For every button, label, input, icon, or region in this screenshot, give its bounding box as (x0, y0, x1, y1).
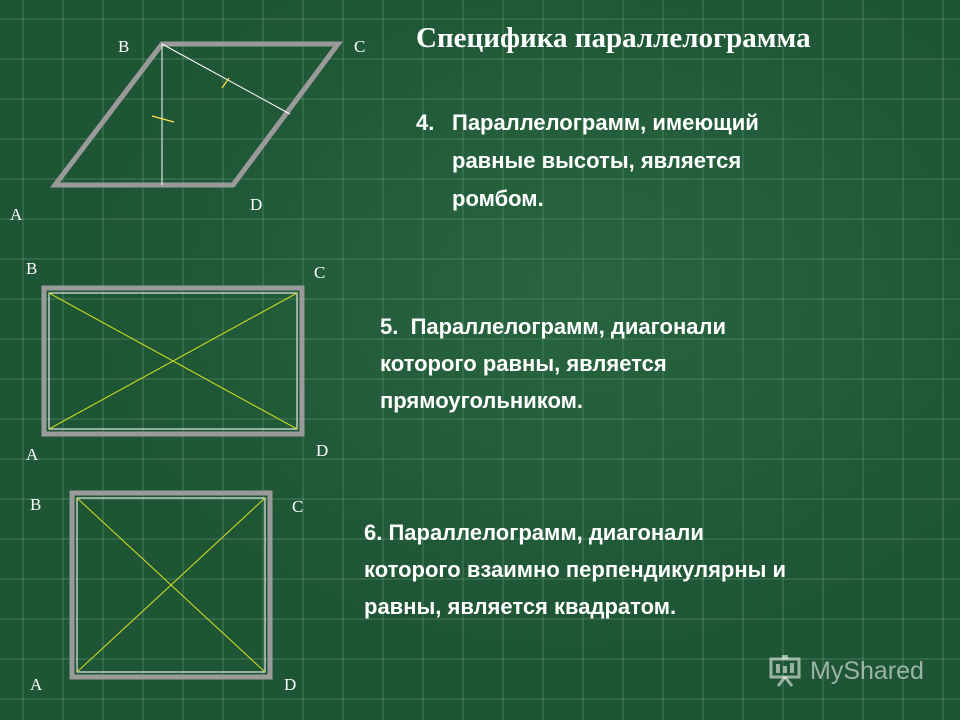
presentation-board-icon (768, 654, 802, 688)
property-5-line-3: прямоугольником. (380, 388, 583, 413)
property-5-line-1: 5. Параллелограмм, диагонали (380, 314, 726, 339)
rhombus-label-a: A (10, 205, 23, 224)
rhombus-height-2 (162, 44, 290, 114)
rhombus-label-d: D (250, 195, 263, 214)
square-label-c: C (292, 497, 304, 516)
rhombus-outline (55, 44, 338, 185)
property-4-line-2: равные высоты, является (452, 148, 742, 173)
watermark-text: MyShared (810, 656, 924, 685)
property-6-line-3: равны, является квадратом. (364, 594, 677, 619)
myshared-watermark (768, 654, 924, 688)
property-4-line-3: ромбом. (452, 186, 544, 211)
property-6-line-2: которого взаимно перпендикулярны и (364, 557, 787, 582)
rhombus-label-b: B (118, 37, 130, 56)
rectangle-figure (26, 259, 328, 464)
property-4-number: 4. (416, 110, 435, 135)
property-6-text (364, 514, 924, 625)
property-5-text (380, 308, 880, 419)
square-label-d: D (284, 675, 297, 694)
square-label-a: A (30, 675, 43, 694)
rhombus-equal-tick-1 (152, 116, 174, 122)
rectangle-label-b: B (26, 259, 38, 278)
rhombus-equal-tick-2 (222, 78, 229, 88)
slide-title: Специфика параллелограмма (416, 22, 811, 54)
square-label-b: B (30, 495, 42, 514)
rhombus-label-c: C (354, 37, 366, 56)
rectangle-label-d: D (316, 441, 329, 460)
property-4-line-1 (416, 104, 876, 142)
rectangle-label-a: A (26, 445, 39, 464)
property-5-line-2: которого равны, является (380, 351, 667, 376)
property-4-text (416, 104, 876, 218)
rectangle-label-c: C (314, 263, 326, 282)
rhombus-figure (10, 37, 365, 224)
property-4-line-1-text: Параллелограмм, имеющий (452, 110, 759, 135)
square-figure (30, 493, 303, 694)
property-6-line-1: 6. Параллелограмм, диагонали (364, 520, 704, 545)
